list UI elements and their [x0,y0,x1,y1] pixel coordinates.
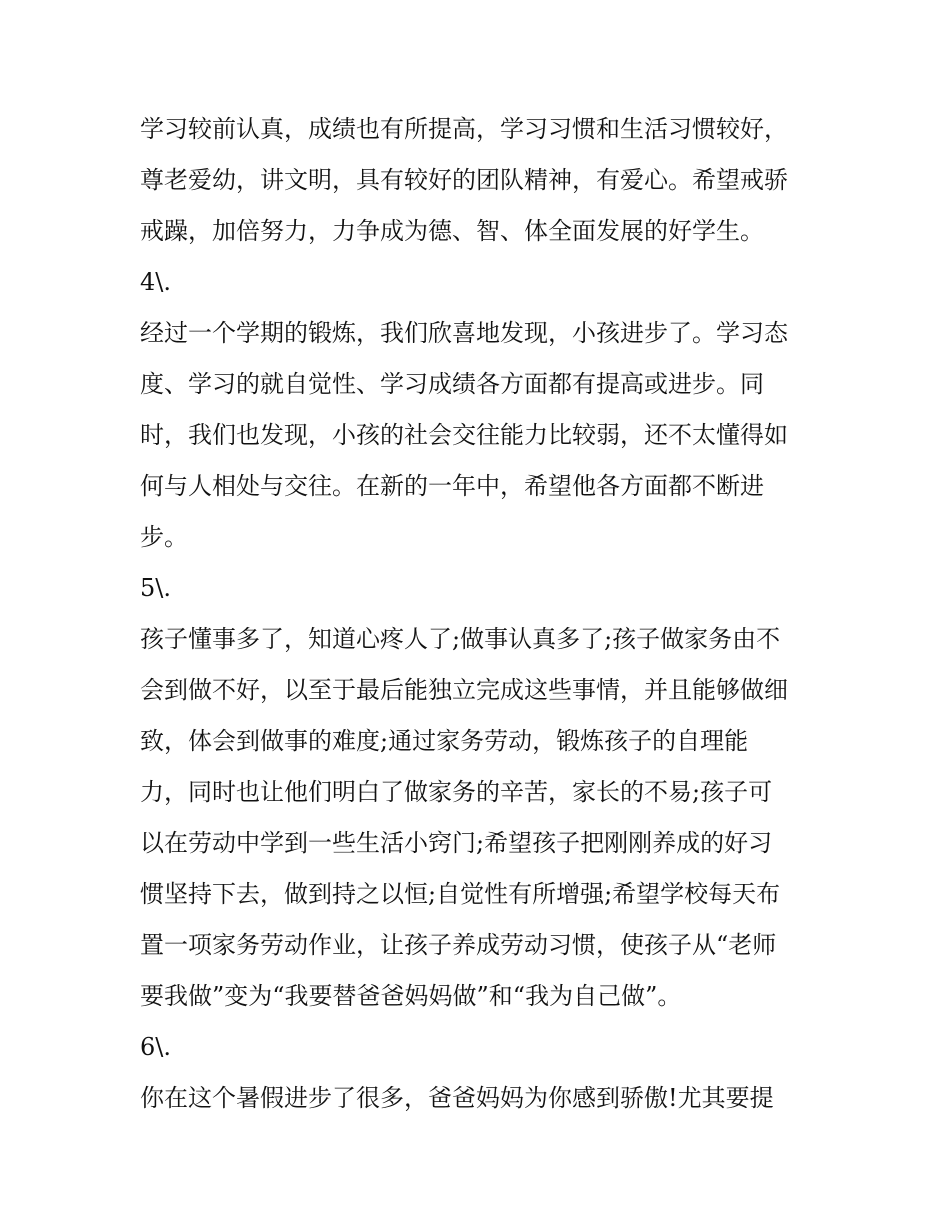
text-line: 致，体会到做事的难度;通过家务劳动，锻炼孩子的自理能 [140,727,749,755]
text-line: 孩子懂事多了，知道心疼人了;做事认真多了;孩子做家务由不 [140,625,781,653]
text-line: 何与人相处与交往。在新的一年中，希望他各方面都不断进 [140,472,764,500]
text-line: 步。 [140,523,188,551]
text-line: 力，同时也让他们明白了做家务的辛苦，家长的不易;孩子可 [140,778,773,806]
text-line: 以在劳动中学到一些生活小窍门;希望孩子把刚刚养成的好习 [140,829,773,857]
text-line: 戒躁，加倍努力，力争成为德、智、体全面发展的好学生。 [140,217,764,245]
text-line: 置一项家务劳动作业，让孩子养成劳动习惯，使孩子从“老师 [140,931,777,959]
text-line: 学习较前认真，成绩也有所提高，学习习惯和生活习惯较好， [140,115,788,143]
item-number: 4\. [140,268,171,296]
text-line: 尊老爱幼，讲文明，具有较好的团队精神，有爱心。希望戒骄 [140,166,788,194]
text-line: 你在这个暑假进步了很多，爸爸妈妈为你感到骄傲!尤其要提 [140,1084,774,1112]
text-line: 要我做”变为“我要替爸爸妈妈做”和“我为自己做”。 [140,982,682,1010]
text-line: 时，我们也发现，小孩的社会交往能力比较弱，还不太懂得如 [140,421,788,449]
text-line: 会到做不好，以至于最后能独立完成这些事情，并且能够做细 [140,676,788,704]
item-number: 5\. [140,574,171,602]
item-number: 6\. [140,1033,171,1061]
text-line: 度、学习的就自觉性、学习成绩各方面都有提高或进步。同 [140,370,764,398]
text-line: 惯坚持下去，做到持之以恒;自觉性有所增强;希望学校每天布 [140,880,781,908]
text-line: 经过一个学期的锻炼，我们欣喜地发现，小孩进步了。学习态 [140,319,788,347]
